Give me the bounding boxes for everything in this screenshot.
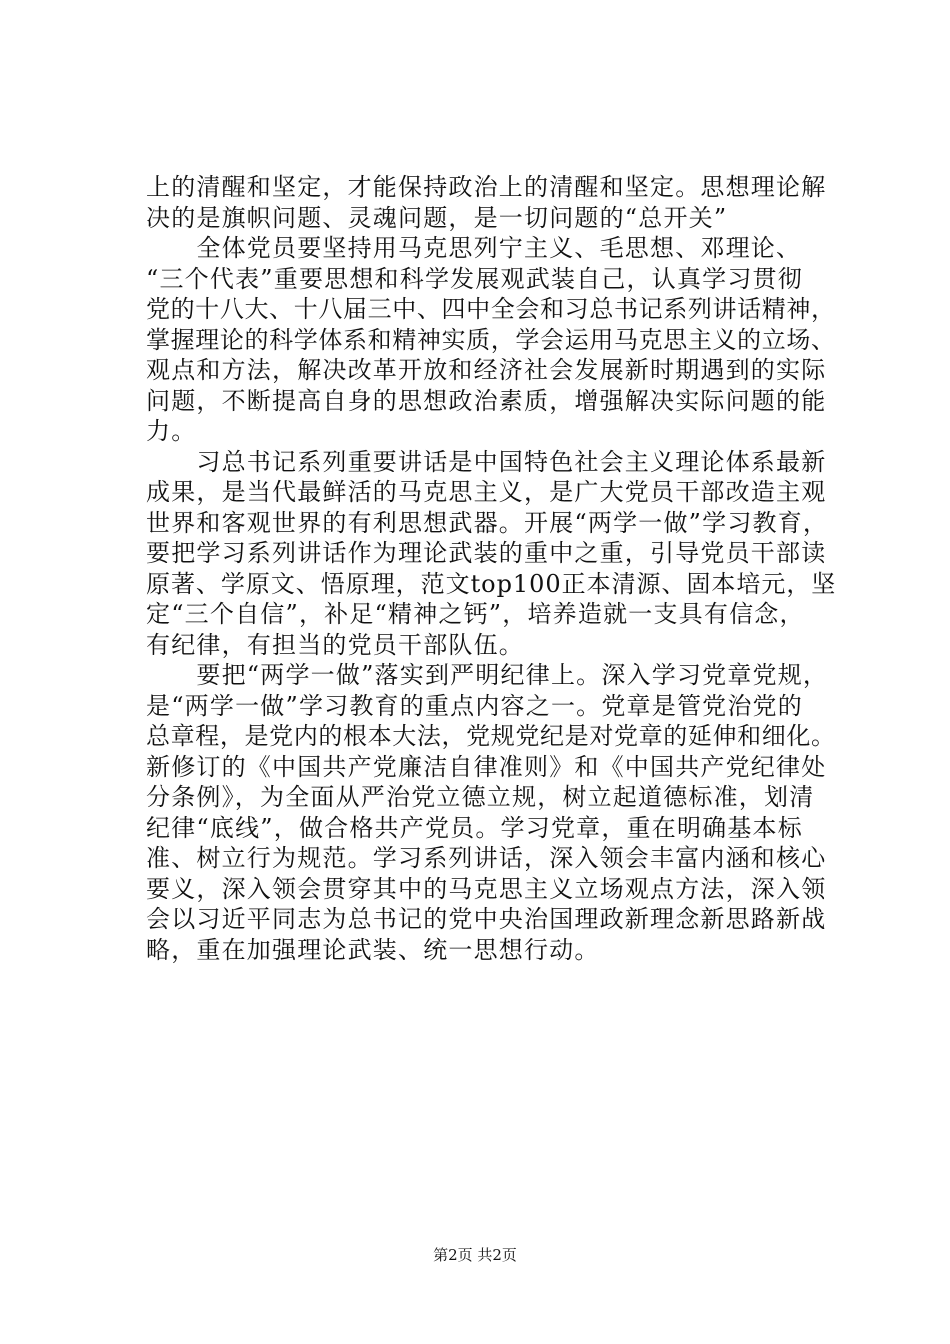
text-line: 上的清醒和坚定，才能保持政治上的清醒和坚定。思想理论解 <box>146 173 827 201</box>
text-line: 观点和方法，解决改革开放和经济社会发展新时期遇到的实际 <box>146 356 827 384</box>
text-line: 是“两学一做”学习教育的重点内容之一。党章是管党治党的 <box>146 691 803 720</box>
text-line: 原著、学原文、悟原理，范文top100正本清源、固本培元，坚 <box>146 569 837 598</box>
page-number: 第2页 共2页 <box>433 1246 517 1264</box>
text-line: 全体党员要坚持用马克思列宁主义、毛思想、邓理论、 <box>146 234 802 262</box>
text-line: 分条例》，为全面从严治党立德立规，树立起道德标准，划清 <box>146 783 815 811</box>
page-footer <box>0 1245 950 1265</box>
text-line: 世界和客观世界的有利思想武器。开展“两学一做”学习教育， <box>146 508 829 537</box>
text-line: 要把“两学一做”落实到严明纪律上。深入学习党章党规， <box>146 661 829 689</box>
text-line: 略，重在加强理论武装、统一思想行动。 <box>146 935 600 964</box>
text-line: 有纪律，有担当的党员干部队伍。 <box>146 630 524 659</box>
text-line: 习总书记系列重要讲话是中国特色社会主义理论体系最新 <box>146 447 827 476</box>
text-line: 掌握理论的科学体系和精神实质，学会运用马克思主义的立场、 <box>146 325 836 354</box>
text-line: 定“三个自信”，补足“精神之钙”，培养造就一支具有信念， <box>146 600 805 628</box>
text-line: 成果，是当代最鲜活的马克思主义，是广大党员干部改造主观 <box>146 478 827 506</box>
text-line: 问题，不断提高自身的思想政治素质，增强解决实际问题的能 <box>146 386 827 415</box>
document-body <box>146 172 836 965</box>
text-line: 纪律“底线”，做合格共产党员。学习党章，重在明确基本标 <box>146 813 803 842</box>
text-line: 要把学习系列讲话作为理论武装的重中之重，引导党员干部读 <box>146 539 827 567</box>
text-line: 党的十八大、十八届三中、四中全会和习总书记系列讲话精神， <box>146 295 836 323</box>
text-line: “三个代表”重要思想和科学发展观武装自己，认真学习贯彻 <box>146 264 803 293</box>
text-line: 总章程，是党内的根本大法，党规党纪是对党章的延伸和细化。 <box>146 722 836 750</box>
text-line: 力。 <box>146 417 197 445</box>
text-line: 准、树立行为规范。学习系列讲话，深入领会丰富内涵和核心 <box>146 844 827 872</box>
text-line: 要义，深入领会贯穿其中的马克思主义立场观点方法，深入领 <box>146 874 827 903</box>
text-line: 会以习近平同志为总书记的党中央治国理政新理念新思路新战 <box>146 905 827 933</box>
text-line: 决的是旗帜问题、灵魂问题，是一切问题的“总开关” <box>146 203 728 232</box>
text-line: 新修订的《中国共产党廉洁自律准则》和《中国共产党纪律处 <box>146 752 827 781</box>
